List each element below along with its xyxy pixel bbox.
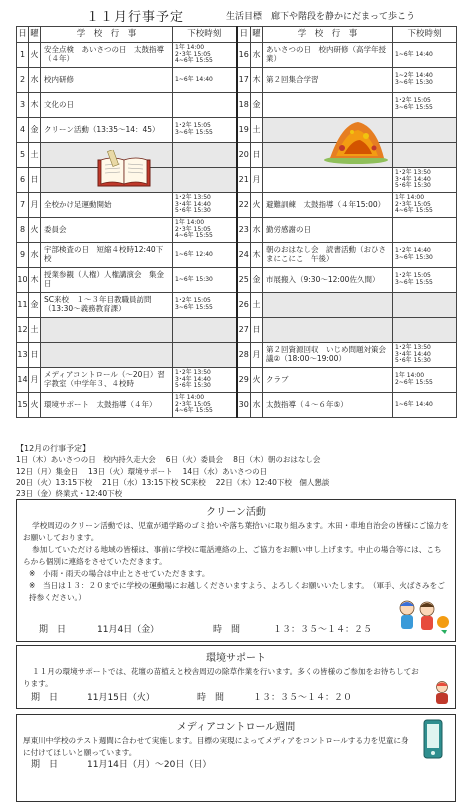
clean-date-value: 11月4日（金） — [97, 625, 160, 635]
december-item: 1日（木）あいさつの日 校内持久走大会 — [16, 455, 156, 465]
day-cell: 22 — [237, 193, 251, 218]
table-body — [17, 43, 457, 418]
weekday-cell: 火 — [251, 368, 263, 393]
weekday-cell: 金 — [251, 93, 263, 118]
december-item: 20日（火）13:15下校 — [16, 477, 93, 487]
table-row — [17, 43, 457, 68]
december-item: 14日（水）あいさつの日 — [182, 466, 268, 476]
dismissal-time: 1~6年 12:40 — [175, 250, 213, 258]
header-dismissal: 下校時刻 — [393, 27, 457, 43]
dismissal-cell — [173, 143, 237, 168]
weekday-cell: 日 — [29, 168, 41, 193]
event-cell: あいさつの日 校内研修（高学年授業） — [263, 43, 393, 68]
weekday-cell: 火 — [29, 393, 41, 418]
event-cell: 朝のおはなし会 読書活動（おひさまにこにこ 午後） — [263, 243, 393, 268]
dismissal-time: 2･3年 15:05 — [175, 225, 211, 233]
life-goal: 生活目標 廊下や階段を静かにだまって歩こう — [226, 12, 416, 22]
weekday-cell: 水 — [29, 68, 41, 93]
gardening-child-illustration — [431, 680, 453, 706]
day-cell: 25 — [237, 268, 251, 293]
event-cell: 文化の日 — [41, 93, 173, 118]
dismissal-time: 1･2年 13:50 — [175, 193, 211, 201]
day-cell: 27 — [237, 318, 251, 343]
table-row — [17, 118, 457, 143]
clean-note-1: ※ 小雨・雨天の場合は中止とさせていただきます。 — [29, 569, 210, 578]
event-cell: SC来校 １～３年目教職員訪問（13:30～義務教育課） — [41, 293, 173, 318]
dismissal-time: 4~6年 15:55 — [175, 57, 213, 65]
event-cell: 第２回集合学習 — [263, 68, 393, 93]
dismissal-time: 1･2年 13:50 — [175, 368, 211, 376]
dismissal-cell — [393, 168, 457, 193]
dismissal-time: 3~6年 15:55 — [395, 279, 433, 286]
december-lines — [16, 454, 456, 499]
december-line — [16, 488, 456, 499]
day-cell: 30 — [237, 393, 251, 418]
weekday-cell: 土 — [251, 118, 263, 143]
event-cell — [263, 318, 393, 343]
dismissal-cell — [173, 193, 237, 218]
weekday-cell: 水 — [251, 43, 263, 68]
clean-body-1: 学校周辺のクリーン活動では、児童が通学路のゴミ拾いや落ち葉拾いに取り組みます。木田・車地自治会の皆様にご協力をお願いしております。 — [23, 521, 449, 542]
dismissal-time: 3･4年 14:40 — [175, 375, 211, 383]
table-row — [17, 268, 457, 293]
event-cell: メディアコントロール（～20日）習字教室（中学年３、４校時 — [41, 368, 173, 393]
event-cell: 勤労感謝の日 — [263, 218, 393, 243]
dismissal-cell — [393, 393, 457, 418]
dismissal-time: 1~6年 14:40 — [395, 50, 433, 58]
december-item: 12日（月）集金日 — [16, 466, 79, 476]
dismissal-time: 3~6年 15:55 — [395, 104, 433, 111]
day-cell: 16 — [237, 43, 251, 68]
header-dow: 曜 — [251, 27, 263, 43]
env-time-label: 時 間 — [197, 693, 225, 703]
environment-support-box — [16, 645, 456, 709]
dismissal-time: 1･2年 15:05 — [395, 272, 431, 280]
clean-note-2: ※ 当日は１３：２０までに学校の運動場にお越しくださいますよう、よろしくお願いいたします。 （軍手、火ばさみをご持参ください。） — [29, 581, 445, 602]
table-row — [17, 393, 457, 418]
env-date-value: 11月15日（火） — [87, 693, 155, 703]
dismissal-time: 4~6年 15:55 — [175, 407, 213, 415]
weekday-cell: 金 — [29, 293, 41, 318]
dismissal-cell — [173, 343, 237, 368]
env-time-value: １３：３５～１４：２０ — [253, 693, 353, 703]
clean-activity-box — [16, 499, 456, 642]
december-item: 23日（金）終業式・12:40下校 — [16, 489, 123, 499]
day-cell: 3 — [17, 93, 29, 118]
dismissal-time: 3･4年 14:40 — [395, 175, 431, 183]
event-cell: 第２回資源回収 いじめ問題対策会議②（18:00～19:00） — [263, 343, 393, 368]
dismissal-cell — [393, 268, 457, 293]
weekday-cell: 木 — [29, 93, 41, 118]
dismissal-cell — [173, 68, 237, 93]
media-body: 厚東川中学校のテスト週間に合わせて実施します。目標の実現によってメディアをコントロールする力を児童に身に付けてほしいと願っています。 — [23, 736, 409, 757]
weekday-cell: 月 — [251, 343, 263, 368]
dismissal-cell — [173, 268, 237, 293]
table-row — [17, 168, 457, 193]
header-event: 学 校 行 事 — [41, 27, 173, 43]
event-cell: クリーン活動（13:35～14：45） — [41, 118, 173, 143]
event-cell: 宇部検査の日 短縮４校時12:40下校 — [41, 243, 173, 268]
weekday-cell: 土 — [251, 293, 263, 318]
weekday-cell: 月 — [29, 193, 41, 218]
event-cell — [41, 318, 173, 343]
dismissal-time: 4~6年 15:55 — [395, 207, 433, 215]
dismissal-time: 1年 14:00 — [175, 43, 205, 51]
day-cell: 8 — [17, 218, 29, 243]
table-row — [17, 318, 457, 343]
weekday-cell: 水 — [29, 243, 41, 268]
dismissal-time: 1･2年 13:50 — [395, 343, 431, 351]
autumn-tree-illustration — [322, 118, 390, 164]
event-cell: 全校かけ足運動開始 — [41, 193, 173, 218]
dismissal-time: 3･4年 14:40 — [395, 350, 431, 358]
table-row — [17, 243, 457, 268]
dismissal-cell — [393, 118, 457, 143]
event-cell: 安全点検 あいさつの日 太鼓指導（４年） — [41, 43, 173, 68]
day-cell: 4 — [17, 118, 29, 143]
day-cell: 29 — [237, 368, 251, 393]
dismissal-cell — [393, 193, 457, 218]
dismissal-time: 4~6年 15:55 — [175, 232, 213, 240]
day-cell: 23 — [237, 218, 251, 243]
dismissal-time: 1･2年 15:05 — [175, 297, 211, 305]
dismissal-time: 2･3年 15:05 — [175, 50, 211, 58]
december-item: 21日（水）13:15下校 SC来校 — [102, 477, 206, 487]
dismissal-cell — [173, 243, 237, 268]
event-cell — [41, 343, 173, 368]
event-cell — [263, 93, 393, 118]
table-row — [17, 93, 457, 118]
dismissal-time: 3~6年 15:30 — [395, 79, 433, 86]
dismissal-time: 2･3年 15:05 — [395, 200, 431, 208]
day-cell: 19 — [237, 118, 251, 143]
dismissal-time: 1･2年 13:50 — [395, 168, 431, 176]
weekday-cell: 木 — [29, 268, 41, 293]
media-date-value: 11月14日（月）～20日（日） — [87, 760, 212, 770]
day-cell: 11 — [17, 293, 29, 318]
december-plans — [16, 443, 456, 499]
env-heading: 環境サポート — [206, 653, 266, 664]
env-body: １１月の環境サポートでは、花壇の苗植えと校舎周辺の除草作業を行います。多くの皆様のご参加をお待ちしております。 — [23, 667, 419, 688]
dismissal-time: 3~6年 15:30 — [395, 254, 433, 261]
dismissal-cell — [393, 68, 457, 93]
media-date-label: 期 日 — [31, 760, 59, 770]
dismissal-time: 1年 14:00 — [175, 218, 205, 226]
weekday-cell: 日 — [29, 343, 41, 368]
event-cell: 太鼓指導（４～６年⑤） — [263, 393, 393, 418]
table-row — [17, 143, 457, 168]
weekday-cell: 日 — [251, 143, 263, 168]
table-row — [17, 368, 457, 393]
day-cell: 6 — [17, 168, 29, 193]
event-cell: 校内研修 — [41, 68, 173, 93]
event-cell — [263, 168, 393, 193]
day-cell: 24 — [237, 243, 251, 268]
december-item: 13日（火）環境サポート — [88, 466, 173, 476]
december-item: 6日（火）委員会 — [165, 455, 224, 465]
dismissal-cell — [393, 243, 457, 268]
day-cell: 7 — [17, 193, 29, 218]
dismissal-cell — [393, 218, 457, 243]
weekday-cell: 火 — [29, 43, 41, 68]
clean-body-2: 参加していただける地域の皆様は、事前に学校に電話連絡の上、ご協力をお願い申し上げます。中止の場合等には、こちらから個別に連絡をさせていただきます。 — [23, 545, 442, 566]
dismissal-cell — [173, 368, 237, 393]
december-item: 8日（木）朝のおはなし会 — [233, 455, 321, 465]
table-row — [17, 343, 457, 368]
dismissal-time: 2･3年 15:05 — [175, 400, 211, 408]
clean-time-label: 時 間 — [213, 625, 241, 635]
dismissal-time: 1年 14:00 — [175, 393, 205, 401]
december-heading: 【12月の行事予定】 — [16, 444, 91, 453]
dismissal-time: 5･6年 15:30 — [395, 357, 431, 365]
day-cell: 15 — [17, 393, 29, 418]
dismissal-cell — [393, 368, 457, 393]
day-cell: 26 — [237, 293, 251, 318]
day-cell: 5 — [17, 143, 29, 168]
day-cell: 10 — [17, 268, 29, 293]
day-cell: 20 — [237, 143, 251, 168]
weekday-cell: 金 — [251, 268, 263, 293]
weekday-cell: 火 — [29, 218, 41, 243]
dismissal-time: 5･6年 15:30 — [175, 207, 211, 215]
dismissal-time: 1年 14:00 — [395, 372, 425, 380]
dismissal-cell — [393, 93, 457, 118]
header-day: 日 — [17, 27, 29, 43]
weekday-cell: 木 — [251, 243, 263, 268]
clean-heading: クリーン活動 — [206, 507, 266, 518]
november-schedule-table — [16, 26, 457, 418]
phone-illustration — [423, 719, 443, 759]
weekday-cell: 金 — [29, 118, 41, 143]
table-row — [17, 218, 457, 243]
table-row — [17, 193, 457, 218]
dismissal-cell — [173, 118, 237, 143]
day-cell: 9 — [17, 243, 29, 268]
dismissal-time: 1･2年 15:05 — [395, 97, 431, 105]
media-heading: メディアコントロール週間 — [176, 722, 296, 733]
clean-time-value: １３：３５～１４：２５ — [273, 625, 373, 635]
day-cell: 12 — [17, 318, 29, 343]
weekday-cell: 火 — [251, 193, 263, 218]
dismissal-time: 5･6年 15:30 — [395, 182, 431, 190]
december-line — [16, 477, 456, 488]
weekday-cell: 水 — [251, 393, 263, 418]
dismissal-cell — [393, 293, 457, 318]
dismissal-time: 1年 14:00 — [395, 193, 425, 201]
event-cell: 環境サポート 太鼓指導（４年） — [41, 393, 173, 418]
page-title: １１月行事予定 — [86, 10, 185, 25]
env-date-label: 期 日 — [31, 693, 59, 703]
dismissal-time: 1~6年 14:40 — [175, 75, 213, 83]
december-line — [16, 454, 456, 465]
weekday-cell: 月 — [29, 368, 41, 393]
weekday-cell: 木 — [251, 68, 263, 93]
dismissal-time: 1~6年 15:30 — [175, 275, 213, 283]
event-cell: 避難訓練 太鼓指導（４年15:00） — [263, 193, 393, 218]
day-cell: 17 — [237, 68, 251, 93]
header — [0, 6, 467, 26]
table-row — [17, 68, 457, 93]
day-cell: 28 — [237, 343, 251, 368]
dismissal-cell — [173, 43, 237, 68]
header-dow: 曜 — [29, 27, 41, 43]
weekday-cell: 土 — [29, 318, 41, 343]
dismissal-time: 3･4年 14:40 — [175, 200, 211, 208]
dismissal-time: 3~6年 15:55 — [175, 304, 213, 311]
event-cell: 授業参観（人権）人権講演会 集金日 — [41, 268, 173, 293]
dismissal-cell — [393, 318, 457, 343]
event-cell — [263, 293, 393, 318]
dismissal-cell — [393, 143, 457, 168]
dismissal-cell — [393, 43, 457, 68]
weekday-cell: 土 — [29, 143, 41, 168]
dismissal-cell — [393, 343, 457, 368]
dismissal-time: 3~6年 15:55 — [175, 129, 213, 136]
event-cell: 市展搬入（9:30～12:00佐久間） — [263, 268, 393, 293]
header-event: 学 校 行 事 — [263, 27, 393, 43]
weekday-cell: 水 — [251, 218, 263, 243]
weekday-cell: 日 — [251, 318, 263, 343]
dismissal-cell — [173, 318, 237, 343]
children-illustration — [395, 598, 451, 636]
dismissal-time: 5･6年 15:30 — [175, 382, 211, 390]
day-cell: 21 — [237, 168, 251, 193]
december-item: 22日（木）12:40下校 個人懇談 — [215, 477, 330, 487]
header-day: 日 — [237, 27, 251, 43]
dismissal-cell — [173, 93, 237, 118]
day-cell: 2 — [17, 68, 29, 93]
dismissal-time: 1･2年 15:05 — [175, 122, 211, 130]
day-cell: 13 — [17, 343, 29, 368]
event-cell: 委員会 — [41, 218, 173, 243]
day-cell: 14 — [17, 368, 29, 393]
dismissal-time: 1~2年 14:40 — [395, 72, 433, 80]
table-row — [17, 293, 457, 318]
table-header-row — [17, 27, 457, 43]
event-cell: クラブ — [263, 368, 393, 393]
book-illustration — [96, 150, 152, 190]
dismissal-time: 2~6年 15:55 — [395, 379, 433, 386]
dismissal-time: 1~6年 14:40 — [395, 400, 433, 408]
header-dismissal: 下校時刻 — [173, 27, 237, 43]
dismissal-time: 1･2年 14:40 — [395, 247, 431, 255]
day-cell: 1 — [17, 43, 29, 68]
dismissal-cell — [173, 168, 237, 193]
media-control-box — [16, 714, 456, 802]
dismissal-cell — [173, 218, 237, 243]
december-line — [16, 466, 456, 477]
day-cell: 18 — [237, 93, 251, 118]
weekday-cell: 月 — [251, 168, 263, 193]
dismissal-cell — [173, 393, 237, 418]
clean-date-label: 期 日 — [39, 625, 67, 635]
dismissal-cell — [173, 293, 237, 318]
